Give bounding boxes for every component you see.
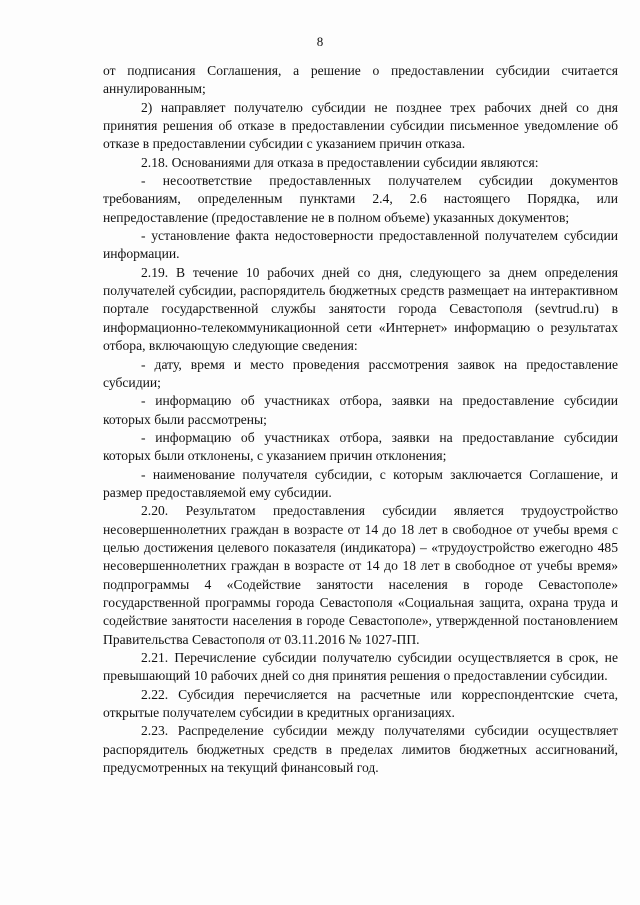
- paragraph-2-23: 2.23. Распределение субсидии между получателями субсидии осуществляет распорядитель бюджетных средств в пределах лимитов бюджетных ассигнований, предусмотренных на текущий финансовый год.: [103, 723, 618, 776]
- paragraph-2-19-bullet-3: - информацию об участниках отбора, заявки на предоставлание субсидии которых были отклонены, с указанием причин отклонения;: [103, 429, 618, 464]
- paragraph-2-19-bullet-1: - дату, время и место проведения рассмотрения заявок на предоставление субсидии;: [103, 356, 618, 390]
- page-number: 8: [316, 34, 324, 49]
- paragraph-2-21: 2.21. Перечисление субсидии получателю субсидии осуществляется в срок, не превышающий 10 рабочих дней со дня принятия решения о предоставлении субсидии.: [103, 650, 618, 684]
- paragraph-continuation: от подписания Соглашения, а решение о предоставлении субсидии считается аннулированным;: [103, 63, 618, 97]
- paragraph-2-19-bullet-4: - наименование получателя субсидии, с которым заключается Соглашение, и размер предоставляемой ему субсидии.: [103, 466, 618, 500]
- document-body: [103, 62, 618, 777]
- paragraph-2-18-bullet-1: - несоответствие предоставленных получателем субсидии документов требованиям, определенным пунктами 2.4, 2.6 настоящего Порядка, или непредоставление (предоставление не в полном объеме) указанных документов;: [103, 173, 618, 225]
- paragraph-2-18: 2.18. Основаниями для отказа в предоставлении субсидии являются:: [141, 154, 539, 170]
- paragraph-item-2: 2) направляет получателю субсидии не позднее трех рабочих дней со дня принятия решения об отказе в предоставлении субсидии письменное уведомление об отказе в предоставлении субсидии с указанием причин отказа.: [103, 99, 618, 152]
- paragraph-2-18-bullet-2: - установление факта недостоверности предоставленной получателем субсидии информации.: [103, 228, 618, 262]
- paragraph-2-19: 2.19. В течение 10 рабочих дней со дня, следующего за днем определения получателей субсидии, распорядитель бюджетных средств размещает на интерактивном портале государственной службы занятости города Севастополя (sevtrud.ru) в информационно-телекоммуникационной сети «Интернет» информацию о результатах отбора, включающую следующие сведения:: [103, 264, 618, 354]
- paragraph-2-20: 2.20. Результатом предоставления субсидии является трудоустройство несовершеннолетних граждан в возрасте от 14 до 18 лет в свободное от учебы время с целью достижения целевого показателя (индикатора) – «трудоустройство ежегодно 485 несовершеннолетних граждан в возрасте от 14 до 18 лет в свободное от учебы время» подпрограммы 4 «Содействие занятости населения в городе Севастополе» государственной программы города Севастополя «Социальная защита, охрана труда и содействие занятости населения в городе Севастополе», утвержденной постановлением Правительства Севастополя от 03.11.2016 № 1027-ПП.: [103, 503, 618, 647]
- paragraph-2-22: 2.22. Субсидия перечисляется на расчетные или корреспондентские счета, открытые получателем субсидии в кредитных организациях.: [103, 686, 618, 721]
- paragraph-2-19-bullet-2: - информацию об участниках отбора, заявки на предоставление субсидии которых были рассмотрены;: [103, 393, 618, 427]
